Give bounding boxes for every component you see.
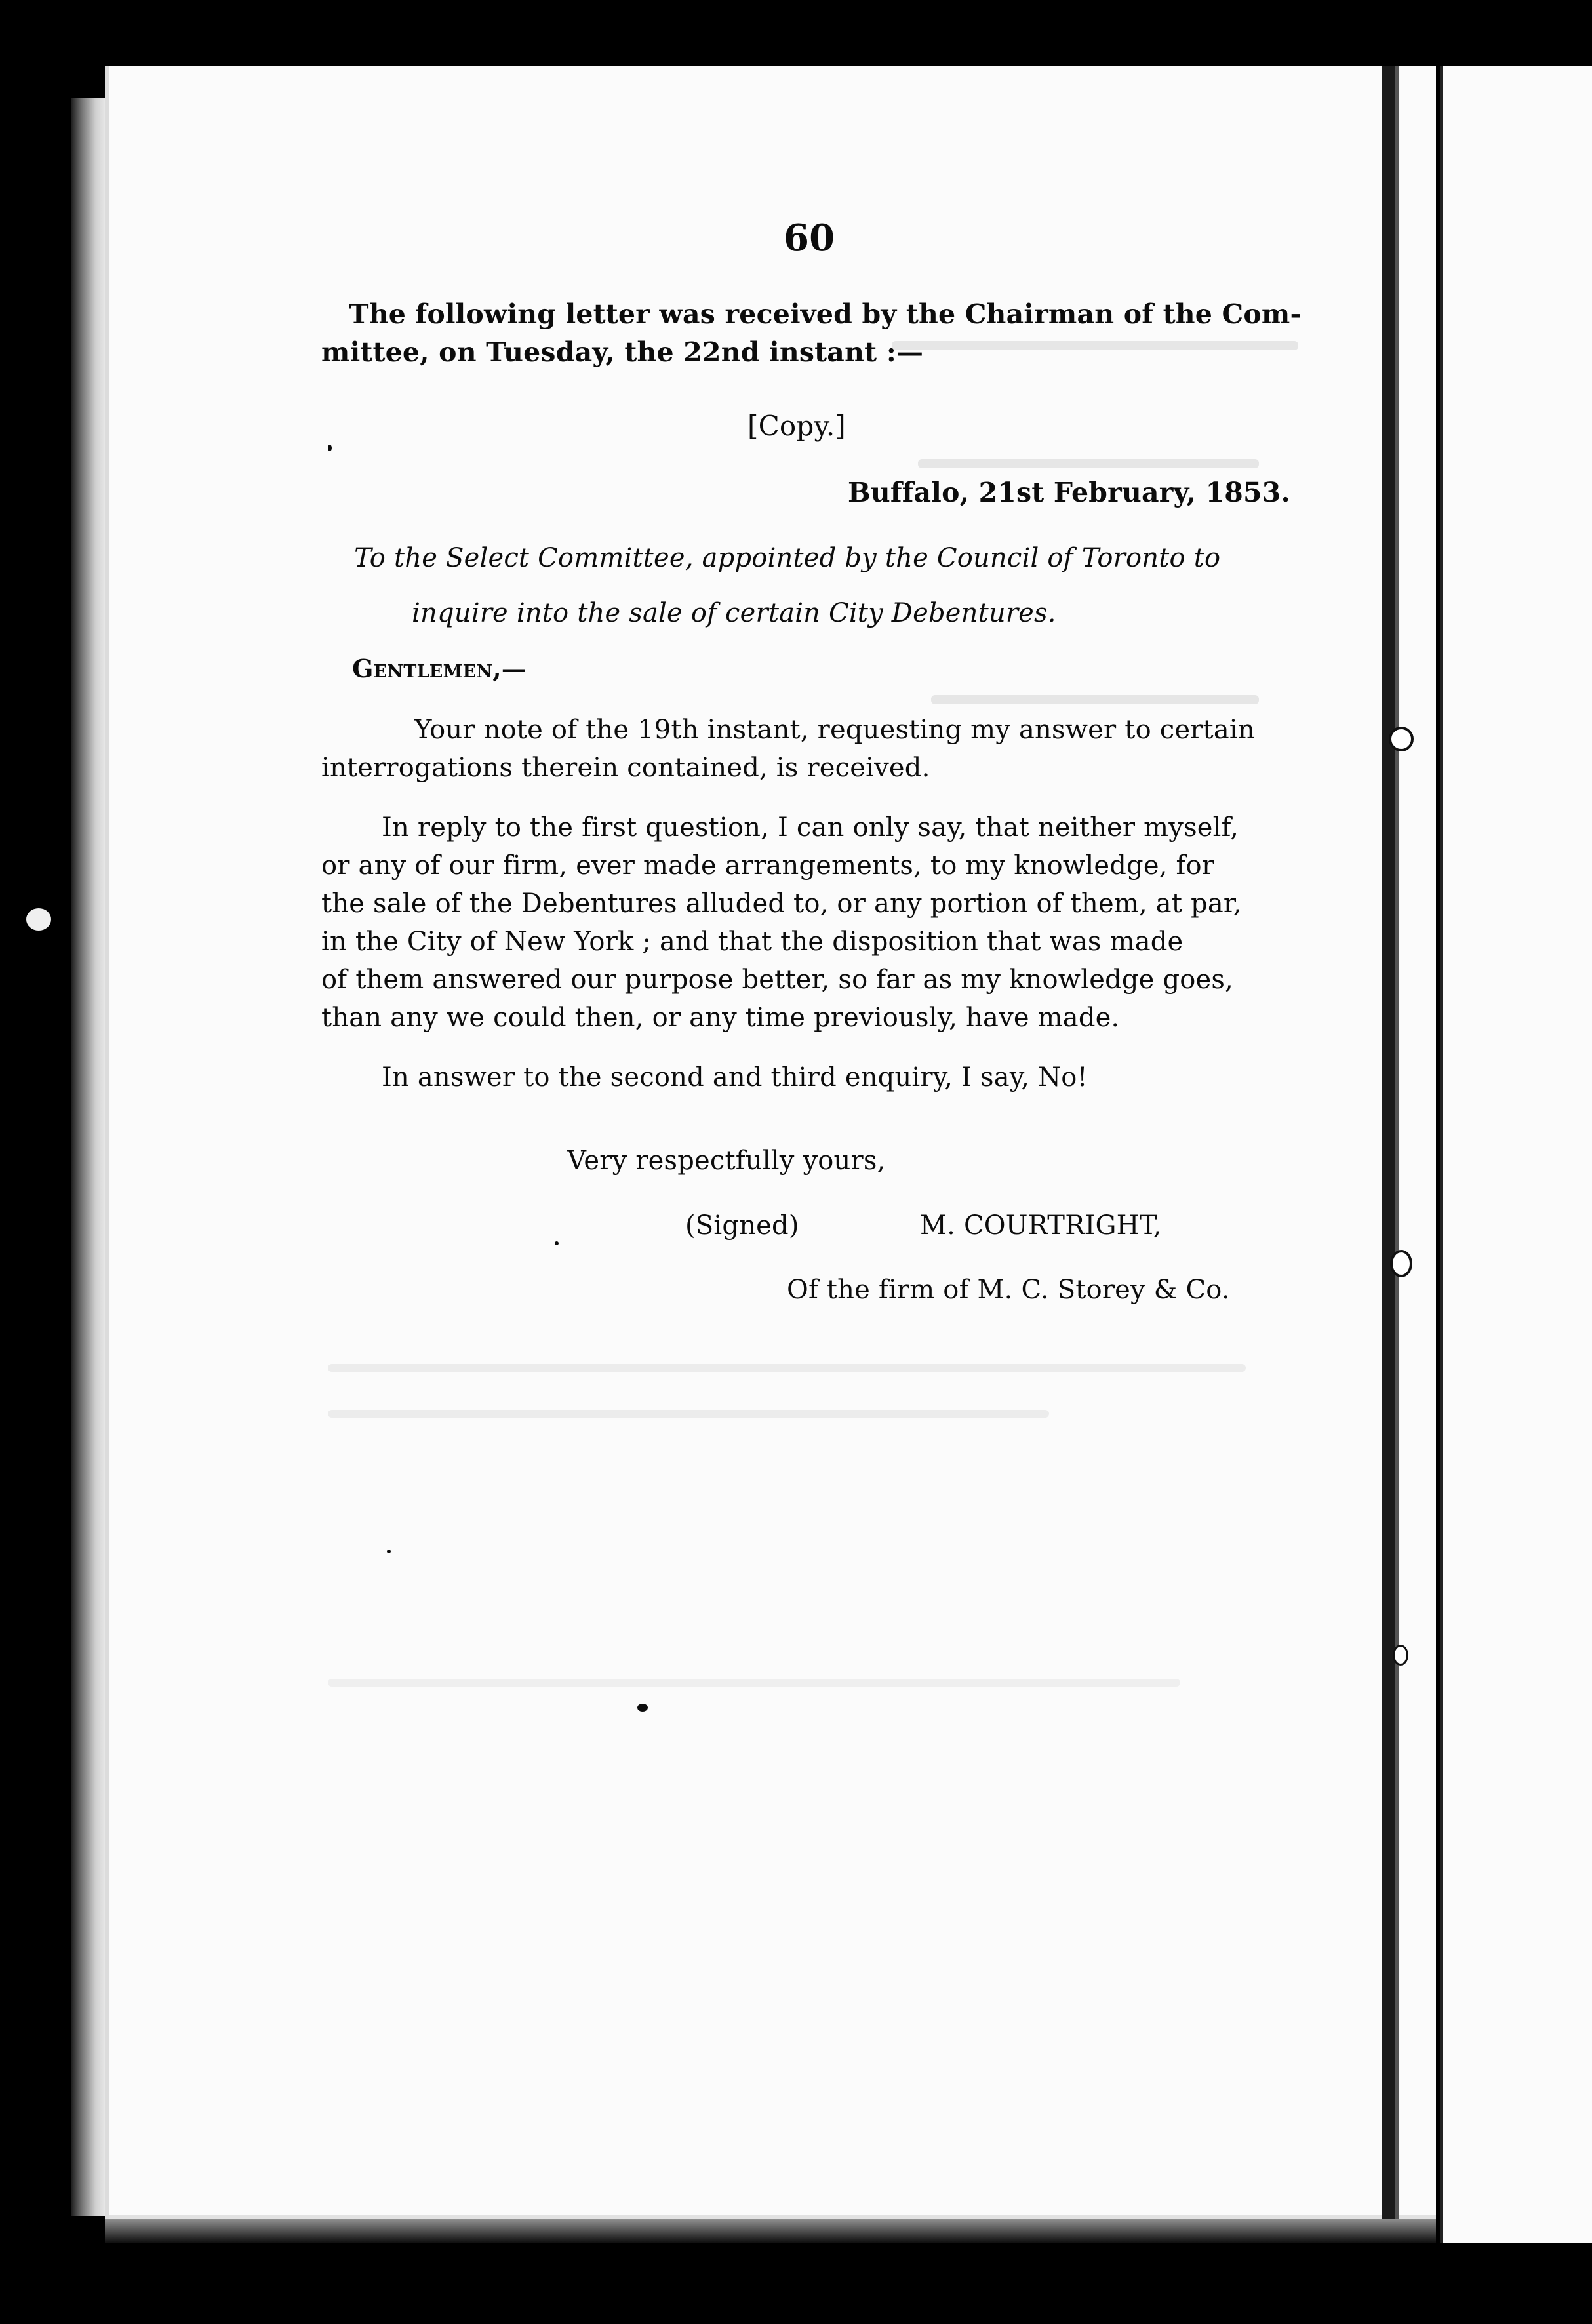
paragraph2-line-3: the sale of the Debentures alluded to, or any portion of them, at par, xyxy=(321,889,1242,919)
intro-line-1: The following letter was received by the Chairman of the Com- xyxy=(349,298,1302,330)
show-through-bleed xyxy=(328,1679,1180,1687)
ink-speck xyxy=(637,1704,648,1712)
show-through-bleed xyxy=(328,1410,1049,1418)
paragraph1-line-2: interrogations therein contained, is received. xyxy=(321,753,930,783)
ink-speck xyxy=(26,908,51,931)
page-bottom-shadow xyxy=(105,2219,1436,2243)
paragraph1-line-1: Your note of the 19th instant, requesting my answer to certain xyxy=(414,715,1255,745)
page-left-edge xyxy=(71,98,109,2216)
paragraph2-line-5: of them answered our purpose better, so far as my knowledge goes, xyxy=(321,965,1234,995)
ink-speck xyxy=(328,445,332,451)
show-through-bleed xyxy=(328,1364,1246,1372)
salutation: Gentlemen,— xyxy=(352,654,527,683)
binding-clip-mark xyxy=(1389,727,1414,751)
paragraph2-line-2: or any of our firm, ever made arrangements, to my knowledge, for xyxy=(321,851,1215,881)
addressee-line-1: To the Select Committee, appointed by the Council of Toronto to xyxy=(354,543,1221,573)
paragraph2-line-4: in the City of New York ; and that the disposition that was made xyxy=(321,927,1184,957)
binding-clip-mark xyxy=(1393,1645,1408,1666)
binding-gutter-edge xyxy=(1395,66,1399,2219)
facing-page-edge xyxy=(1440,66,1592,2243)
binding-gutter xyxy=(1382,66,1397,2219)
signed-label: (Signed) xyxy=(685,1211,799,1241)
paragraph2-line-1: In reply to the first question, I can only say, that neither myself, xyxy=(382,812,1239,843)
show-through-bleed xyxy=(931,695,1259,704)
document-page xyxy=(105,66,1436,2219)
copy-label: [Copy.] xyxy=(747,410,846,442)
signatory: M. COURTRIGHT, xyxy=(920,1211,1162,1241)
show-through-bleed xyxy=(918,459,1259,468)
intro-line-2: mittee, on Tuesday, the 22nd instant :— xyxy=(321,336,924,368)
ink-speck xyxy=(387,1550,391,1553)
closing: Very respectfully yours, xyxy=(567,1146,886,1176)
firm-line: Of the firm of M. C. Storey & Co. xyxy=(787,1275,1230,1305)
paragraph2-line-6: than any we could then, or any time previously, have made. xyxy=(321,1003,1120,1033)
show-through-bleed xyxy=(892,341,1298,350)
page-number: 60 xyxy=(784,216,835,260)
dateline: Buffalo, 21st February, 1853. xyxy=(848,477,1290,508)
binding-clip-mark xyxy=(1390,1250,1412,1277)
addressee-line-2: inquire into the sale of certain City Debentures. xyxy=(412,598,1056,628)
ink-speck xyxy=(555,1241,559,1245)
paragraph3: In answer to the second and third enquiry, I say, No! xyxy=(382,1062,1088,1092)
